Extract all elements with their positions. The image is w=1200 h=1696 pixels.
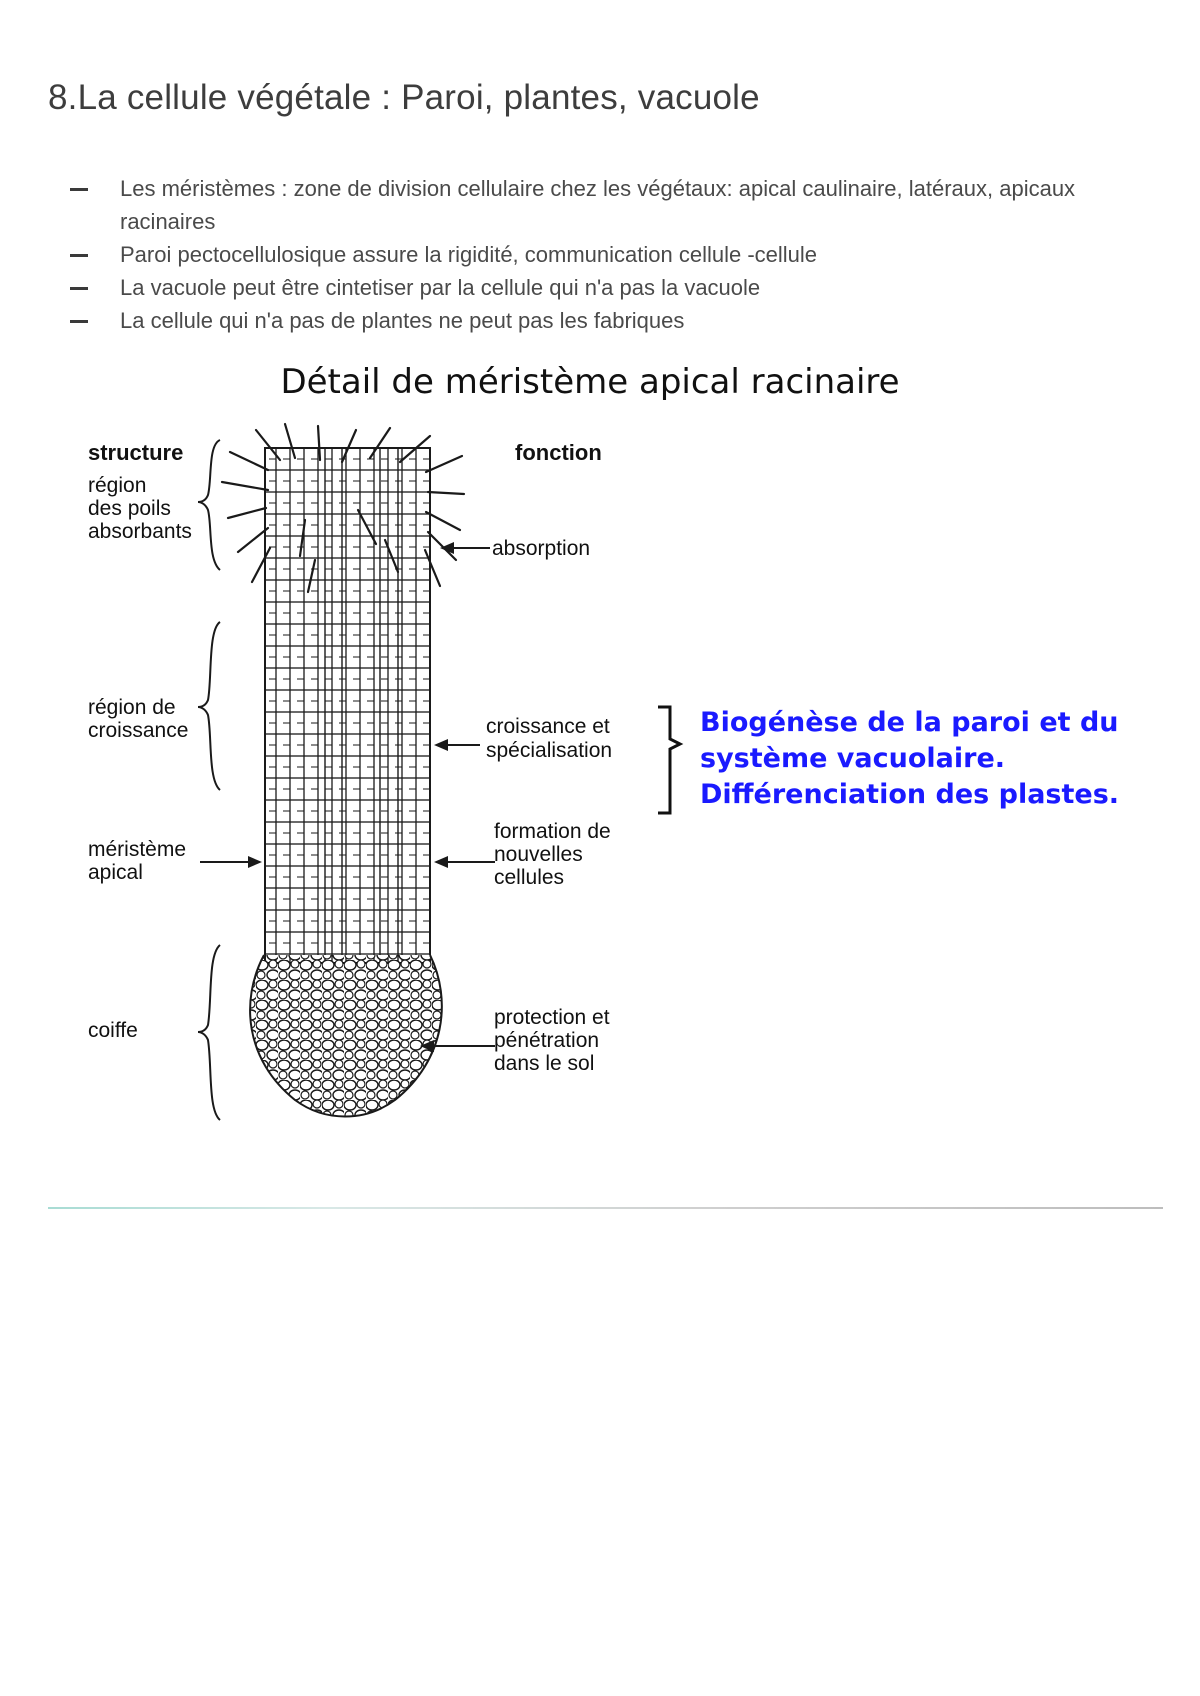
list-item-text: La cellule qui n'a pas de plantes ne peut pas les fabriques [120,308,685,333]
fonction-label-line: spécialisation [486,739,613,762]
fonction-label-formation [494,820,611,889]
structure-label-line: apical [88,861,143,884]
figure-title: Détail de méristème apical racinaire [280,362,900,402]
structure-label-poils [88,474,192,543]
root-cap [230,950,460,1130]
fonction-label-line: croissance et [486,715,610,738]
structure-label-croissance [88,696,188,742]
fonction-header: fonction [515,440,602,465]
dash-bullet-icon [70,254,88,257]
list-item-text: La vacuole peut être cintetiser par la cellule qui n'a pas la vacuole [120,275,761,300]
list-item [70,238,1160,271]
root-body [265,448,430,963]
list-item-text: Paroi pectocellulosique assure la rigidité, communication cellule -cellule [120,242,818,267]
annotation-bracket [658,707,680,813]
structure-label-line: méristème [88,838,187,861]
annotation-line: Biogénèse de la paroi et du [700,707,1119,738]
fonction-label-line: pénétration [494,1029,600,1052]
list-item [70,304,1160,337]
fonction-label-line: protection et [494,1006,610,1029]
structure-label-meristeme [88,838,186,884]
section-divider [48,1207,1163,1209]
dash-bullet-icon [70,287,88,290]
structure-braces [198,440,220,1120]
structure-header: structure [88,440,184,465]
structure-label-line: des poils [88,497,171,520]
annotation-text [700,707,1119,810]
fonction-label-protection [494,1006,610,1075]
fonction-label-absorption [492,537,590,560]
structure-label-line: absorbants [88,520,192,543]
fonction-label-line: dans le sol [494,1052,595,1075]
fonction-label-line: cellules [494,866,565,889]
fonction-label-line: nouvelles [494,843,583,866]
annotation-line: Différenciation des plastes. [700,779,1120,810]
root-meristem-figure [80,360,1140,1140]
fonction-label-croissance [486,715,612,762]
list-item [70,172,1160,238]
list-item-text: Les méristèmes : zone de division cellulaire chez les végétaux: apical caulinaire, latéraux, apicaux racinaires [120,176,1076,234]
dash-bullet-icon [70,188,88,191]
structure-label-coiffe [88,1019,138,1042]
structure-label-line: région [88,474,147,497]
structure-label-line: région de [88,696,176,719]
list-item [70,271,1160,304]
annotation-line: système vacuolaire. [700,743,1006,774]
fonction-label-line: absorption [492,537,591,560]
fonction-label-line: formation de [494,820,611,843]
structure-label-line: coiffe [88,1019,138,1042]
bullet-list [70,172,1160,337]
dash-bullet-icon [70,320,88,323]
structure-label-line: croissance [88,719,189,742]
page-title: 8.La cellule végétale : Paroi, plantes, vacuole [48,78,760,117]
